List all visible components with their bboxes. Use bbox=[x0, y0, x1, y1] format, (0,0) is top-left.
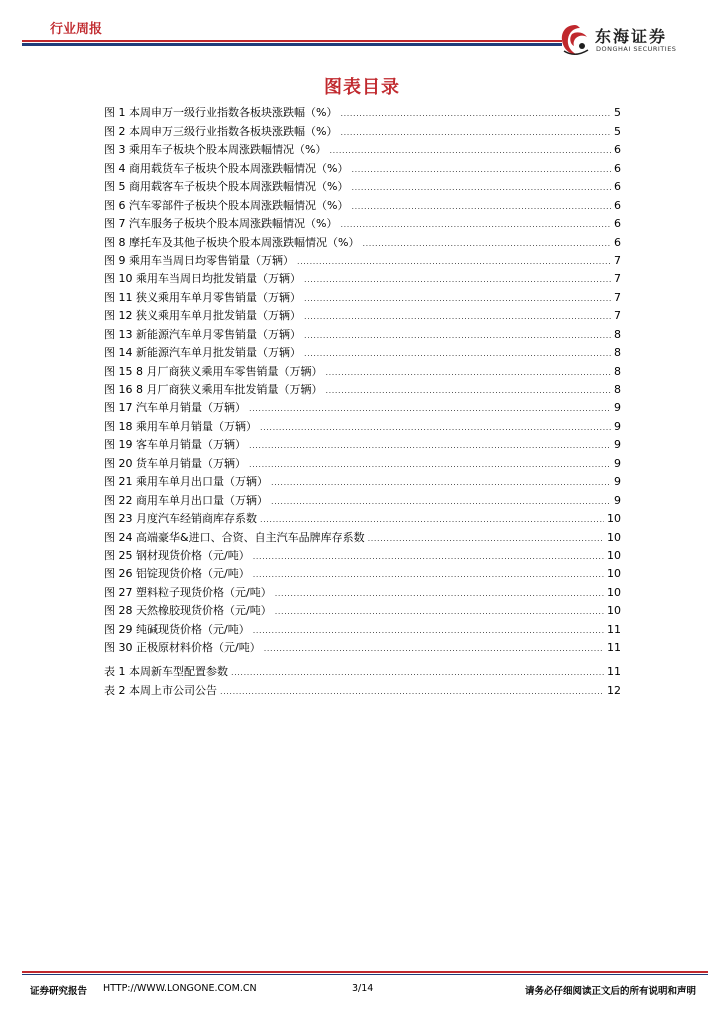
figure-entry[interactable] bbox=[104, 545, 621, 563]
leader-dots bbox=[340, 127, 611, 139]
leader-dots bbox=[264, 643, 604, 655]
figure-page: 5 bbox=[614, 106, 621, 120]
leader-dots bbox=[340, 108, 611, 120]
leader-dots bbox=[297, 256, 611, 268]
table-list bbox=[104, 661, 621, 698]
figure-page: 9 bbox=[614, 456, 621, 470]
logo-emblem-icon bbox=[558, 22, 592, 58]
figure-page: 9 bbox=[614, 438, 621, 452]
figure-entry[interactable] bbox=[104, 434, 621, 452]
leader-dots bbox=[329, 145, 611, 157]
figure-label: 图 11 狭义乘用车单月零售销量（万辆） bbox=[104, 290, 301, 304]
figure-entry[interactable] bbox=[104, 600, 621, 618]
leader-dots bbox=[260, 514, 604, 526]
leader-dots bbox=[271, 496, 611, 508]
leader-dots bbox=[325, 385, 611, 397]
figure-label: 图 2 本周申万三级行业指数各板块涨跌幅（%） bbox=[104, 124, 338, 138]
figure-page: 7 bbox=[614, 272, 621, 286]
table-label: 表 1 本周新车型配置参数 bbox=[104, 665, 228, 679]
leader-dots bbox=[351, 201, 611, 213]
figure-page: 7 bbox=[614, 253, 621, 267]
figure-label: 图 9 乘用车当周日均零售销量（万辆） bbox=[104, 253, 294, 267]
figure-label: 图 21 乘用车单月出口量（万辆） bbox=[104, 475, 268, 489]
figure-label: 图 23 月度汽车经销商库存系数 bbox=[104, 512, 257, 526]
figure-entry[interactable] bbox=[104, 176, 621, 194]
figure-page: 6 bbox=[614, 198, 621, 212]
figure-label: 图 4 商用载货车子板块个股本周涨跌幅情况（%） bbox=[104, 161, 349, 175]
figure-page: 9 bbox=[614, 401, 621, 415]
figure-label: 图 1 本周申万一级行业指数各板块涨跌幅（%） bbox=[104, 106, 338, 120]
leader-dots bbox=[304, 311, 611, 323]
figure-page: 6 bbox=[614, 143, 621, 157]
figure-label: 图 7 汽车服务子板块个股本周涨跌幅情况（%） bbox=[104, 217, 338, 231]
figure-page: 9 bbox=[614, 493, 621, 507]
figure-entry[interactable] bbox=[104, 415, 621, 433]
figure-label: 图 12 狭义乘用车单月批发销量（万辆） bbox=[104, 309, 301, 323]
figure-entry[interactable] bbox=[104, 397, 621, 415]
figure-label: 图 18 乘用车单月销量（万辆） bbox=[104, 419, 257, 433]
figure-label: 图 30 正极原材料价格（元/吨） bbox=[104, 641, 261, 655]
figure-entry[interactable] bbox=[104, 342, 621, 360]
footer-website-link[interactable]: HTTP://WWW.LONGONE.COM.CN bbox=[103, 983, 257, 994]
figure-entry[interactable] bbox=[104, 157, 621, 175]
header-rule-blue bbox=[22, 43, 562, 46]
figure-page: 6 bbox=[614, 217, 621, 231]
figure-entry[interactable] bbox=[104, 305, 621, 323]
figure-entry[interactable] bbox=[104, 213, 621, 231]
figure-entry[interactable] bbox=[104, 268, 621, 286]
footer-rule-red bbox=[22, 971, 708, 973]
leader-dots bbox=[249, 440, 611, 452]
leader-dots bbox=[253, 551, 604, 563]
figure-label: 图 22 商用车单月出口量（万辆） bbox=[104, 493, 268, 507]
figure-entry[interactable] bbox=[104, 581, 621, 599]
leader-dots bbox=[249, 403, 611, 415]
footer-report-type: 证券研究报告 bbox=[30, 986, 88, 997]
leader-dots bbox=[275, 588, 604, 600]
footer-disclaimer: 请务必仔细阅读正文后的所有说明和声明 bbox=[524, 986, 696, 997]
leader-dots bbox=[304, 293, 611, 305]
figure-entry[interactable] bbox=[104, 231, 621, 249]
table-label: 表 2 本周上市公司公告 bbox=[104, 683, 217, 697]
figure-label: 图 27 塑料粒子现货价格（元/吨） bbox=[104, 585, 272, 599]
figure-label: 图 5 商用载客车子板块个股本周涨跌幅情况（%） bbox=[104, 180, 349, 194]
figure-page: 5 bbox=[614, 124, 621, 138]
leader-dots bbox=[220, 686, 604, 698]
figure-page: 6 bbox=[614, 161, 621, 175]
leader-dots bbox=[340, 219, 611, 231]
figure-page: 9 bbox=[614, 475, 621, 489]
figure-entry[interactable] bbox=[104, 194, 621, 212]
figure-label: 图 17 汽车单月销量（万辆） bbox=[104, 401, 246, 415]
figure-entry[interactable] bbox=[104, 323, 621, 341]
figure-label: 图 25 钢材现货价格（元/吨） bbox=[104, 548, 250, 562]
leader-dots bbox=[304, 274, 611, 286]
figure-page: 8 bbox=[614, 346, 621, 360]
figure-entry[interactable] bbox=[104, 471, 621, 489]
figure-page: 7 bbox=[614, 290, 621, 304]
table-page: 12 bbox=[607, 683, 621, 697]
figure-label: 图 6 汽车零部件子板块个股本周涨跌幅情况（%） bbox=[104, 198, 349, 212]
figure-entry[interactable] bbox=[104, 286, 621, 304]
leader-dots bbox=[249, 459, 611, 471]
figure-entry[interactable] bbox=[104, 250, 621, 268]
leader-dots bbox=[325, 367, 611, 379]
leader-dots bbox=[304, 330, 611, 342]
leader-dots bbox=[351, 164, 611, 176]
figure-page: 10 bbox=[607, 512, 621, 526]
leader-dots bbox=[351, 182, 611, 194]
logo-english-name: DONGHAI SECURITIES bbox=[596, 45, 677, 53]
leader-dots bbox=[275, 606, 604, 618]
leader-dots bbox=[304, 348, 611, 360]
figure-page: 11 bbox=[607, 641, 621, 655]
figure-entry[interactable] bbox=[104, 139, 621, 157]
figure-entry[interactable] bbox=[104, 508, 621, 526]
leader-dots bbox=[260, 422, 611, 434]
toc-title: 图表目录 bbox=[324, 77, 400, 98]
figure-entry[interactable] bbox=[104, 379, 621, 397]
leader-dots bbox=[368, 533, 604, 545]
figure-label: 图 14 新能源汽车单月批发销量（万辆） bbox=[104, 346, 301, 360]
figure-label: 图 13 新能源汽车单月零售销量（万辆） bbox=[104, 327, 301, 341]
figure-page: 8 bbox=[614, 383, 621, 396]
logo-chinese-name: 东海证券 bbox=[595, 27, 668, 46]
footer-rule-blue bbox=[22, 974, 708, 975]
figure-label: 图 3 乘用车子板块个股本周涨跌幅情况（%） bbox=[104, 143, 327, 157]
figure-label: 图 26 铝锭现货价格（元/吨） bbox=[104, 567, 250, 581]
figure-label: 图 10 乘用车当周日均批发销量（万辆） bbox=[104, 272, 301, 286]
figure-label: 图 29 纯碱现货价格（元/吨） bbox=[104, 622, 250, 636]
figure-entry[interactable] bbox=[104, 618, 621, 636]
figure-label: 图 28 天然橡胶现货价格（元/吨） bbox=[104, 604, 272, 618]
figure-entry[interactable] bbox=[104, 120, 621, 138]
figure-page: 9 bbox=[614, 419, 621, 433]
table-entry[interactable] bbox=[104, 679, 621, 697]
leader-dots bbox=[362, 238, 611, 250]
donghai-logo bbox=[558, 22, 708, 60]
table-page: 11 bbox=[607, 665, 621, 679]
footer-page-number: 3/14 bbox=[352, 983, 374, 994]
figure-entry[interactable] bbox=[104, 637, 621, 655]
figure-page: 6 bbox=[614, 180, 621, 194]
figure-page: 10 bbox=[607, 567, 621, 581]
figure-page: 11 bbox=[607, 622, 621, 636]
figure-label: 图 19 客车单月销量（万辆） bbox=[104, 438, 246, 452]
leader-dots bbox=[271, 477, 611, 489]
figure-label: 图 16 8 月厂商狭义乘用车批发销量（万辆） bbox=[104, 383, 323, 396]
figure-page: 7 bbox=[614, 309, 621, 323]
leader-dots bbox=[253, 625, 604, 637]
figure-page: 8 bbox=[614, 327, 621, 341]
figure-entry[interactable] bbox=[104, 360, 621, 378]
leader-dots bbox=[253, 569, 604, 581]
report-type-tag: 行业周报 bbox=[50, 22, 103, 37]
figure-label: 图 8 摩托车及其他子板块个股本周涨跌幅情况（%） bbox=[104, 235, 360, 249]
figure-entry[interactable] bbox=[104, 563, 621, 581]
figure-page: 10 bbox=[607, 585, 621, 599]
figure-page: 10 bbox=[607, 530, 621, 544]
figure-entry[interactable] bbox=[104, 526, 621, 544]
figure-entry[interactable] bbox=[104, 489, 621, 507]
figure-page: 10 bbox=[607, 548, 621, 562]
figure-page: 6 bbox=[614, 235, 621, 249]
figure-list bbox=[104, 102, 621, 655]
figure-label: 图 20 货车单月销量（万辆） bbox=[104, 456, 246, 470]
leader-dots bbox=[231, 667, 604, 679]
figure-label: 图 15 8 月厂商狭义乘用车零售销量（万辆） bbox=[104, 364, 323, 378]
table-entry[interactable] bbox=[104, 661, 621, 679]
figure-label: 图 24 高端豪华&进口、合资、自主汽车品牌库存系数 bbox=[104, 530, 365, 544]
figure-entry[interactable] bbox=[104, 102, 621, 120]
figure-page: 10 bbox=[607, 604, 621, 618]
figure-page: 8 bbox=[614, 364, 621, 378]
figure-entry[interactable] bbox=[104, 452, 621, 470]
header-rule-red bbox=[22, 40, 562, 42]
